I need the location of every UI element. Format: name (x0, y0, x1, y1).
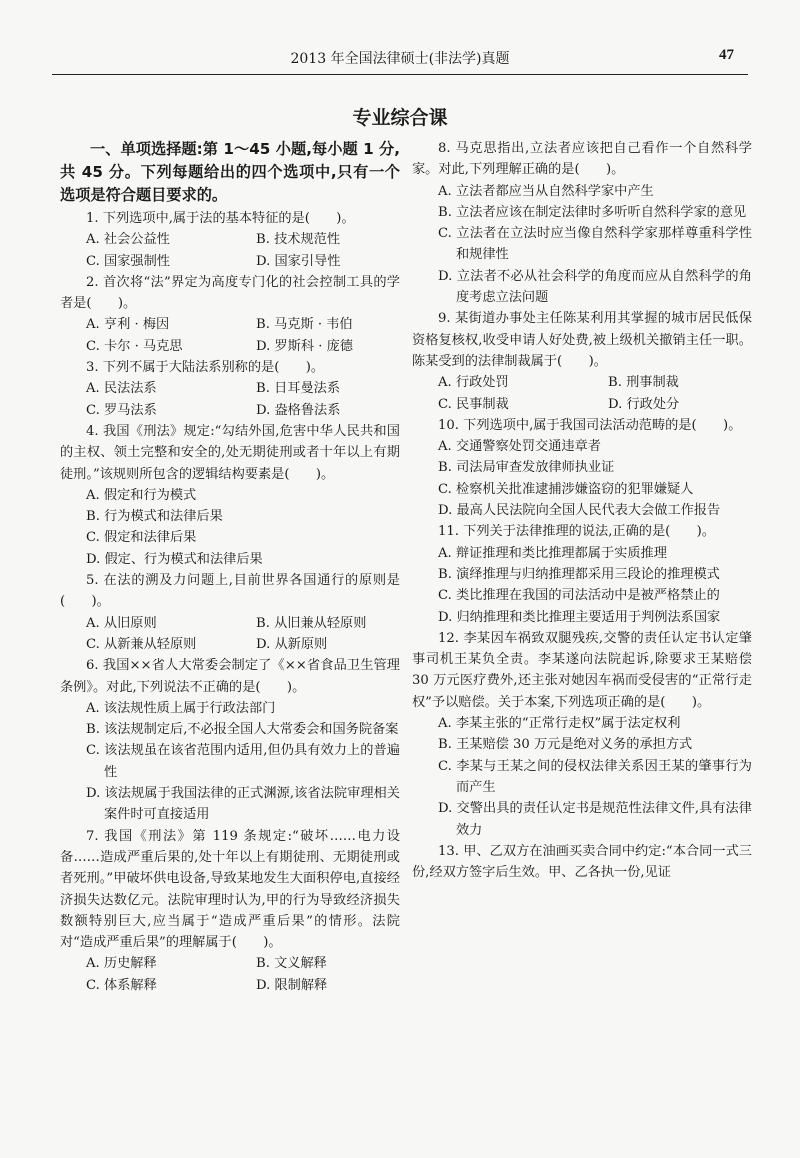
page-header (52, 44, 748, 75)
option-d: D. 罗斯科 · 庞德 (256, 338, 353, 354)
option-c: C. 罗马法系 (86, 402, 157, 418)
question-8 (412, 138, 752, 308)
option-a: A. 历史解释 (86, 956, 157, 972)
option-a: A. 亨利 · 梅因 (86, 317, 170, 333)
option-c: C. 立法者在立法时应当像自然科学家那样尊重科学性和规律性 (438, 226, 752, 263)
option-d: D. 限制解释 (256, 977, 328, 993)
option-a: A. 行政处罚 (438, 375, 509, 391)
option-d: D. 国家引导性 (256, 253, 341, 269)
page-number: 47 (719, 47, 734, 63)
question-5 (60, 570, 400, 655)
question-stem: 10. 下列选项中,属于我国司法活动范畴的是( )。 (438, 417, 742, 433)
question-stem: 5. 在法的溯及力问题上,目前世界各国通行的原则是( )。 (60, 573, 400, 610)
question-12 (412, 628, 752, 841)
question-7 (60, 826, 400, 996)
option-b: B. 马克斯 · 韦伯 (256, 317, 353, 333)
question-1 (60, 208, 400, 272)
option-d: D. 归纳推理和类比推理主要适用于判例法系国家 (438, 609, 721, 625)
question-9 (412, 308, 752, 414)
option-a: A. 交通警察处罚交通违章者 (438, 439, 601, 455)
question-3 (60, 357, 400, 421)
option-b: B. 王某赔偿 30 万元是绝对义务的承担方式 (438, 737, 693, 753)
question-stem: 13. 甲、乙双方在油画买卖合同中约定:“本合同一式三份,经双方签字后生效。甲、乙各执一份,见证 (412, 843, 752, 881)
option-d: D. 交警出具的责任认定书是规范性法律文件,具有法律效力 (438, 801, 752, 838)
left-column (60, 138, 400, 996)
option-list (412, 181, 752, 309)
question-2 (60, 272, 400, 357)
option-d: D. 从新原则 (256, 636, 328, 652)
option-list (60, 378, 400, 421)
question-10 (412, 415, 752, 521)
instructions: 一、单项选择题:第 1～45 小题,每小题 1 分,共 45 分。下列每题给出的四个选项中,只有一个选项是符合题目要求的。 (60, 140, 400, 204)
option-b: B. 刑事制裁 (608, 375, 679, 391)
option-d: D. 该法规属于我国法律的正式渊源,该省法院审理相关案件时可直接适用 (86, 786, 400, 823)
option-list (60, 229, 400, 272)
option-b: B. 司法局审查发放律师执业证 (438, 460, 615, 476)
option-list (60, 613, 400, 656)
option-b: B. 从旧兼从轻原则 (256, 615, 367, 631)
question-stem: 11. 下列关于法律推理的说法,正确的是( )。 (438, 524, 716, 540)
option-b: B. 立法者应该在制定法律时多听听自然科学家的意见 (438, 204, 747, 220)
question-stem: 3. 下列不属于大陆法系别称的是( )。 (86, 360, 325, 376)
option-list (60, 953, 400, 996)
option-c: C. 体系解释 (86, 977, 157, 993)
option-a: A. 李某主张的“正常行走权”属于法定权利 (438, 716, 681, 732)
option-b: B. 演绎推理与归纳推理都采用三段论的推理模式 (438, 566, 720, 582)
option-list (60, 485, 400, 570)
option-c: C. 类比推理在我国的司法活动中是被严格禁止的 (438, 588, 720, 604)
option-c: C. 从新兼从轻原则 (86, 636, 197, 652)
option-c: C. 检察机关批准逮捕涉嫌盗窃的犯罪嫌疑人 (438, 481, 694, 497)
option-list (60, 698, 400, 826)
option-a: A. 从旧原则 (86, 615, 157, 631)
option-d: D. 行政处分 (608, 396, 680, 412)
question-13 (412, 841, 752, 884)
option-d: D. 最高人民法院向全国人民代表大会做工作报告 (438, 503, 721, 519)
question-stem: 6. 我国××省人大常委会制定了《××省食品卫生管理条例》。对此,下列说法不正确的是( )。 (60, 658, 400, 695)
option-a: A. 辩证推理和类比推理都属于实质推理 (438, 545, 667, 561)
option-c: C. 假定和法律后果 (86, 530, 197, 546)
option-d: D. 假定、行为模式和法律后果 (86, 551, 263, 567)
option-a: A. 社会公益性 (86, 232, 170, 248)
question-stem: 4. 我国《刑法》规定:“勾结外国,危害中华人民共和国的主权、领土完整和安全的,处无期徒刑或者十年以上有期徒刑。”该规则所包含的逻辑结构要素是( )。 (60, 423, 400, 482)
option-list (60, 314, 400, 357)
option-list (412, 372, 752, 415)
option-b: B. 技术规范性 (256, 232, 341, 248)
option-a: A. 立法者都应当从自然科学家中产生 (438, 183, 654, 199)
right-column (412, 138, 752, 883)
option-c: C. 民事制裁 (438, 396, 509, 412)
question-stem: 8. 马克思指出,立法者应该把自己看作一个自然科学家。对此,下列理解正确的是( )。 (412, 141, 752, 178)
question-4 (60, 421, 400, 570)
option-c: C. 卡尔 · 马克思 (86, 338, 183, 354)
option-b: B. 该法规制定后,不必报全国人大常委会和国务院备案 (86, 722, 399, 738)
option-list (412, 543, 752, 628)
option-c: C. 李某与王某之间的侵权法律关系因王某的肇事行为而产生 (438, 758, 752, 795)
option-list (412, 436, 752, 521)
option-b: B. 行为模式和法律后果 (86, 509, 223, 525)
question-stem: 7. 我国《刑法》第 119 条规定:“破坏……电力设备……造成严重后果的,处十年以上有期徒刑、无期徒刑或者死刑。”甲破坏供电设备,导致某地发生大面积停电,直接经济损失达数亿元。法院审理时认为,甲的行为导致经济损失数额特别巨大,应当属于“造成严重后果”的情形。法院对“造成严重后果”的理解属于( )。 (60, 828, 400, 951)
option-a: A. 民法法系 (86, 381, 157, 397)
question-stem: 1. 下列选项中,属于法的基本特征的是( )。 (86, 211, 355, 226)
option-b: B. 文义解释 (256, 956, 327, 972)
option-d: D. 盎格鲁法系 (256, 402, 341, 418)
option-a: A. 假定和行为模式 (86, 487, 197, 503)
section-title: 专业综合课 (352, 107, 448, 129)
question-stem: 2. 首次将“法”界定为高度专门化的社会控制工具的学者是( )。 (60, 274, 400, 312)
question-stem: 12. 李某因车祸致双腿残疾,交警的责任认定书认定肇事司机王某负全责。李某遂向法院起诉,除要求王某赔偿 30 万元医疗费外,还主张对她因车祸而受侵害的“正常行走权”予以赔偿。关于本案,下列选项正确的是( )。 (412, 630, 752, 710)
option-c: C. 国家强制性 (86, 253, 170, 269)
option-b: B. 日耳曼法系 (256, 381, 341, 397)
option-list (412, 713, 752, 841)
option-a: A. 该法规性质上属于行政法部门 (86, 700, 276, 716)
header-title: 2013 年全国法律硕士(非法学)真题 (290, 51, 510, 67)
question-stem: 9. 某街道办事处主任陈某利用其掌握的城市居民低保资格复核权,收受申请人好处费,被上级机关撤销主任一职。陈某受到的法律制裁属于( )。 (412, 311, 752, 369)
option-d: D. 立法者不必从社会科学的角度而应从自然科学的角度考虑立法问题 (438, 268, 752, 306)
option-c: C. 该法规虽在该省范围内适用,但仍具有效力上的普遍性 (86, 743, 400, 780)
question-11 (412, 521, 752, 627)
question-6 (60, 655, 400, 825)
